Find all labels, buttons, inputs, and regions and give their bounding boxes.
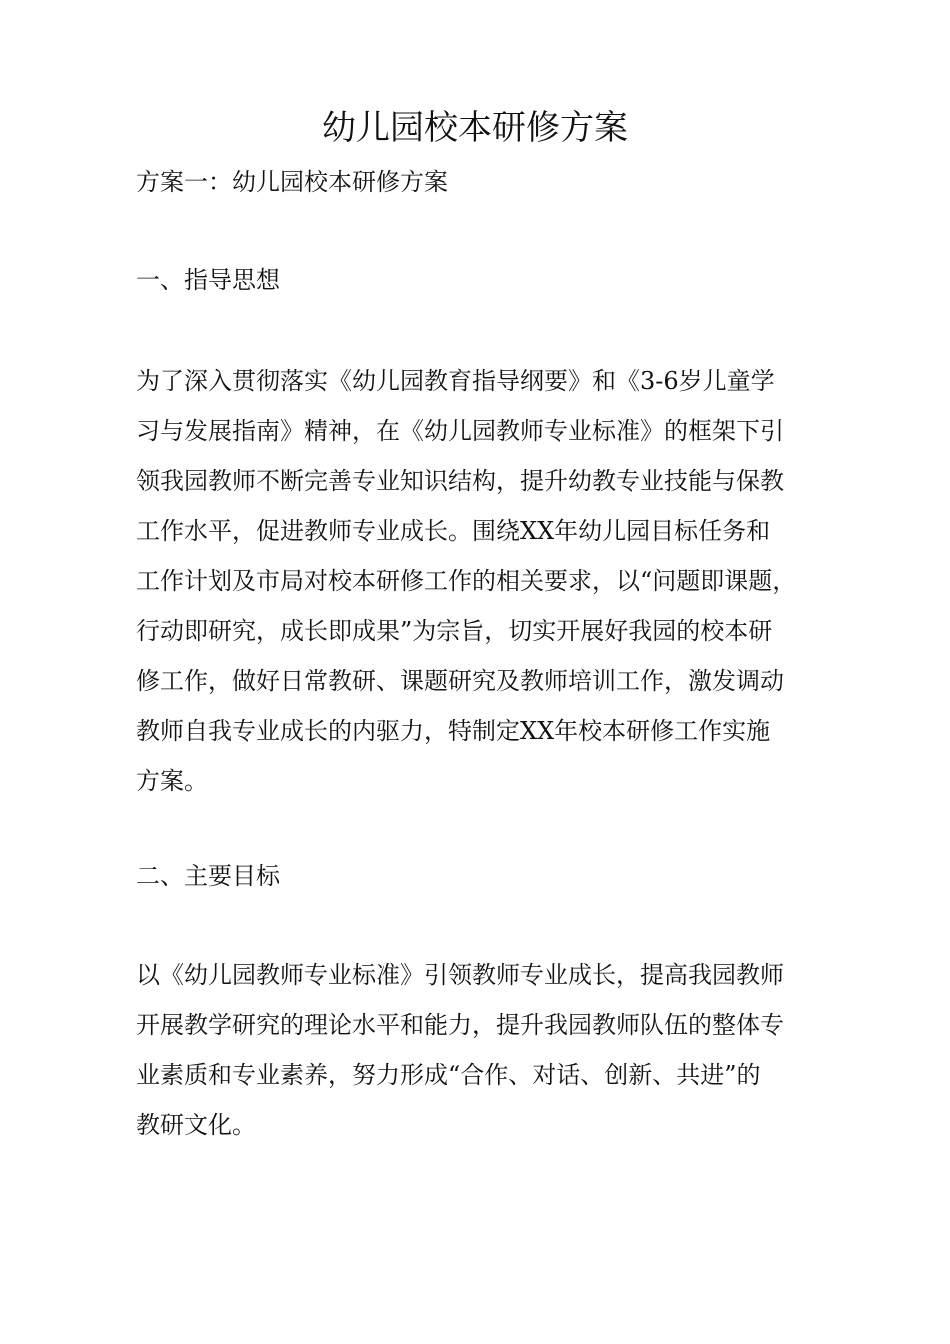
paragraph-line: 工作水平，促进教师专业成长。围绕XX年幼儿园目标任务和 bbox=[136, 517, 771, 545]
paragraph-line: 领我园教师不断完善专业知识结构，提升幼教专业技能与保教 bbox=[136, 467, 784, 495]
paragraph-line: 为了深入贯彻落实《幼儿园教育指导纲要》和《3-6岁儿童学 bbox=[136, 367, 775, 395]
document-title: 幼儿园校本研修方案 bbox=[322, 108, 628, 148]
paragraph-line: 方案。 bbox=[136, 767, 208, 795]
section-heading-guiding-ideology: 一、指导思想 bbox=[136, 266, 280, 294]
section-heading-main-goals: 二、主要目标 bbox=[136, 862, 280, 890]
document-subtitle: 方案一：幼儿园校本研修方案 bbox=[136, 168, 448, 196]
section-paragraph-guiding-ideology bbox=[136, 356, 836, 806]
paragraph-line: 习与发展指南》精神，在《幼儿园教师专业标准》的框架下引 bbox=[136, 417, 784, 445]
paragraph-line: 业素质和专业素养，努力形成“合作、对话、创新、共进”的 bbox=[136, 1061, 761, 1089]
paragraph-line: 工作计划及市局对校本研修工作的相关要求，以“问题即课题， bbox=[136, 567, 797, 595]
paragraph-line: 修工作，做好日常教研、课题研究及教师培训工作，激发调动 bbox=[136, 667, 784, 695]
paragraph-line: 教师自我专业成长的内驱力，特制定XX年校本研修工作实施 bbox=[136, 717, 771, 745]
paragraph-line: 以《幼儿园教师专业标准》引领教师专业成长，提高我园教师 bbox=[136, 961, 784, 989]
paragraph-line: 行动即研究，成长即成果”为宗旨，切实开展好我园的校本研 bbox=[136, 617, 773, 645]
section-paragraph-main-goals bbox=[136, 950, 836, 1150]
paragraph-line: 开展教学研究的理论水平和能力，提升我园教师队伍的整体专 bbox=[136, 1011, 784, 1039]
paragraph-line: 教研文化。 bbox=[136, 1111, 256, 1139]
